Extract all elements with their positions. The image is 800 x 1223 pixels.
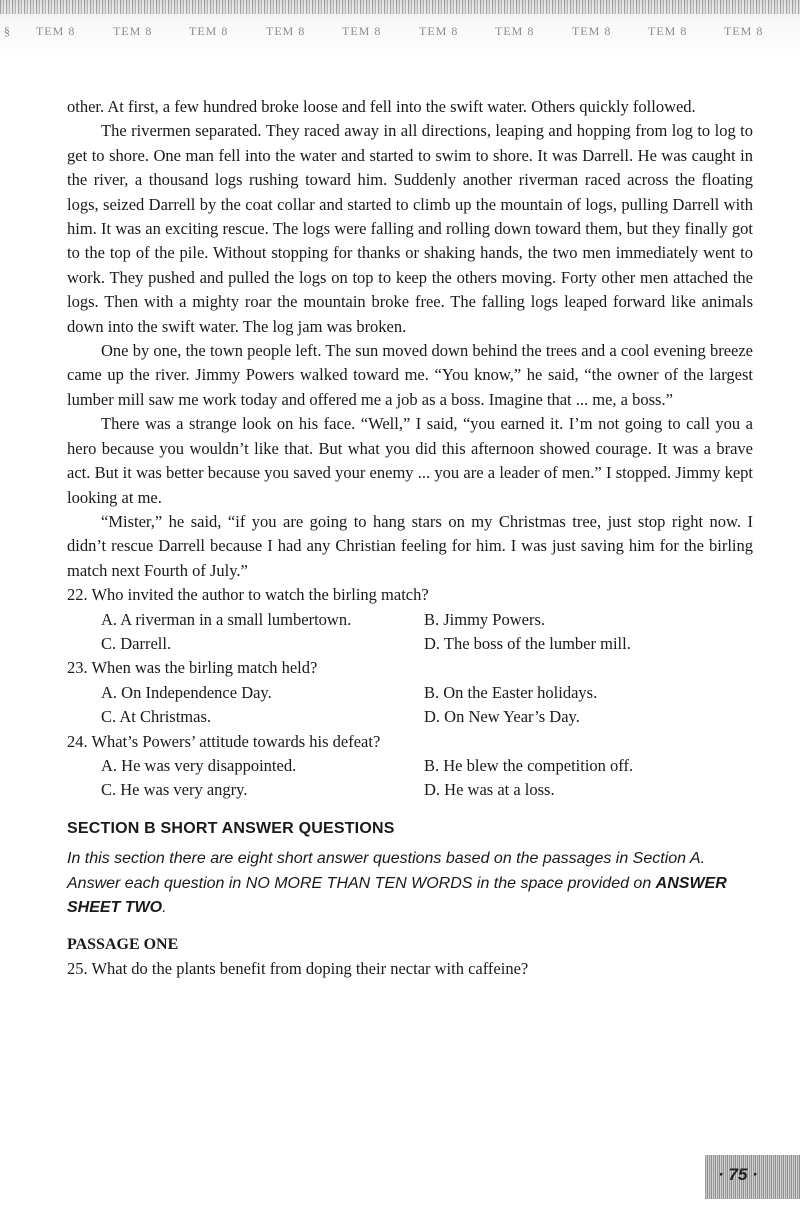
option-b: B. He blew the competition off. (424, 755, 634, 775)
page-content (67, 95, 753, 982)
option-d: D. On New Year’s Day. (424, 707, 580, 727)
header-label: TEM 8 (342, 24, 382, 38)
header-label: TEM 8 (495, 24, 535, 38)
header-label: TEM 8 (36, 24, 76, 38)
passage-paragraph: There was a strange look on his face. “Well,” I said, “you earned it. I’m not going to call you a hero because you wouldn’t like that. But what you did this afternoon showed courage. It was a brave act. But it was better because you saved your enemy ... you are a leader of men.” I stopped. Jimmy kept looking at me. (67, 414, 753, 507)
instruction-text: In this section there are eight short answer questions based on the passages in Section A. Answer each question in NO MORE THAN TEN WORDS in the space provided on (67, 850, 706, 892)
header-label: TEM 8 (648, 24, 688, 38)
header-label: TEM 8 (724, 24, 764, 38)
header-label: TEM 8 (419, 24, 459, 38)
header-label: TEM 8 (113, 24, 153, 38)
option-a: A. On Independence Day. (101, 682, 272, 702)
option-a: A. A riverman in a small lumbertown. (101, 609, 352, 629)
option-c: C. Darrell. (101, 633, 172, 653)
page-number: · 75 · (718, 1165, 758, 1184)
passage-paragraph: The rivermen separated. They raced away in all directions, leaping and hopping from log to log to get to shore. One man fell into the water and started to swim to shore. It was Darrell. He was caught in the river, a thousand logs rushing toward him. Suddenly another riverman raced across the floating logs, seized Darrell by the coat collar and started to climb up the mountain of logs, pulling Darrell with him. It was an exciting rescue. The logs were falling and rolling down toward them, but they finally got to the top of the pile. Without stopping for thanks or shaking hands, the two men immediately went to work. They pushed and pulled the logs on top to keep the others moving. Forty other men attached the logs. Then with a mighty roar the mountain broke free. The falling logs leaped forward like animals down into the swift water. The log jam was broken. (67, 121, 753, 336)
header-label: TEM 8 (572, 24, 612, 38)
header-mark: § (4, 24, 11, 38)
option-row (101, 632, 753, 656)
passage-paragraph: other. At first, a few hundred broke loose and fell into the swift water. Others quickly followed. (67, 97, 696, 116)
question-text: 23. When was the birling match held? (67, 658, 318, 678)
option-b: B. Jimmy Powers. (424, 609, 546, 629)
section-b-heading: SECTION B SHORT ANSWER QUESTIONS (67, 819, 395, 837)
option-c: C. At Christmas. (101, 707, 212, 727)
question-22 (67, 583, 753, 656)
instruction-end: . (162, 899, 167, 917)
option-c: C. He was very angry. (101, 780, 248, 800)
question-23 (67, 656, 753, 729)
instruction-emphasis: ANSWER SHEET TWO (67, 874, 727, 917)
option-a: A. He was very disappointed. (101, 755, 297, 775)
option-d: D. The boss of the lumber mill. (424, 633, 631, 653)
option-row (101, 608, 753, 632)
header-label: TEM 8 (189, 24, 229, 38)
question-24 (67, 730, 753, 803)
running-header (0, 24, 800, 44)
passage-paragraph: One by one, the town people left. The sun moved down behind the trees and a cool evening breeze came up the river. Jimmy Powers walked toward me. “You know,” he said, “the owner of the largest lumber mill saw me work today and offered me a job as a boss. Imagine that ... me, a boss.” (67, 341, 753, 409)
option-row (101, 754, 753, 778)
section-b-instruction (67, 847, 753, 921)
option-d: D. He was at a loss. (424, 780, 555, 800)
question-text: 24. What’s Powers’ attitude towards his defeat? (67, 731, 381, 751)
passage-paragraph: “Mister,” he said, “if you are going to hang stars on my Christmas tree, just stop right now. I didn’t rescue Darrell because I had any Christian feeling for him. I was just saving him for the birling match next Fourth of July.” (67, 511, 753, 580)
option-b: B. On the Easter holidays. (424, 682, 598, 702)
option-row (101, 681, 753, 705)
option-row (101, 778, 753, 802)
option-row (101, 705, 753, 729)
question-25-text: 25. What do the plants benefit from doping their nectar with caffeine? (67, 959, 529, 979)
header-label: TEM 8 (266, 24, 306, 38)
question-text: 22. Who invited the author to watch the birling match? (67, 585, 429, 605)
passage-one-heading: PASSAGE ONE (67, 935, 179, 953)
